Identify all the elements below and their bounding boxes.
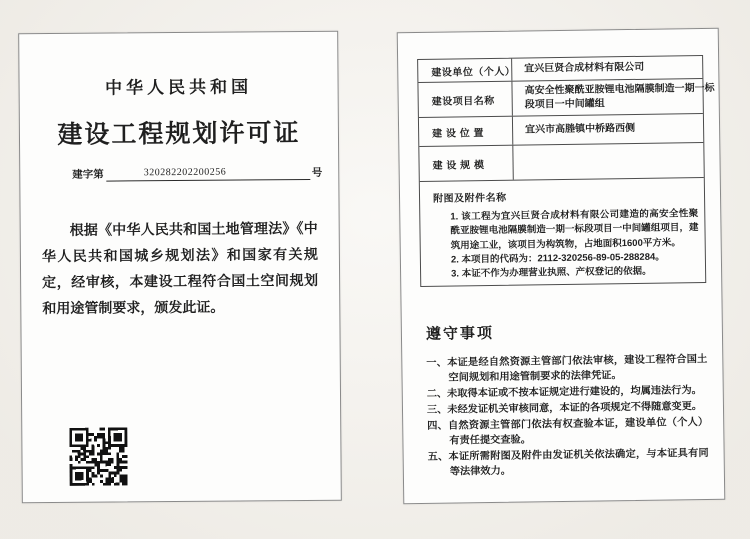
field-label-project-name: 建设项目名称	[418, 82, 512, 117]
item-marker: 二、	[426, 388, 448, 400]
attachments-title: 附图及附件名称	[432, 192, 507, 205]
certificate-title: 建设工程规划许可证	[57, 119, 301, 149]
item-text: 未经发证机关审核同意，本证的各项规定不得随意变更。	[447, 400, 703, 416]
field-value-location: 宜兴市高塍镇中桥路西侧	[525, 122, 636, 136]
compliance-title: 遵守事项	[425, 324, 495, 343]
issuance-statement: 根据《中华人民共和国土地管理法》《中华人民共和国城乡规划法》和国家有关规定，经审核，本建设工程符合国土空间规划和用途管制要求，颁发此证。	[41, 219, 319, 316]
item-text: 自然资源主管部门依法有权查验本证，建设单位（个人）有责任提交查验。	[447, 416, 709, 447]
field-label-unit: 建设单位（个人）	[418, 59, 512, 82]
license-number-value: 320282202200256	[106, 165, 310, 182]
table-row	[418, 79, 715, 118]
compliance-item	[427, 416, 708, 450]
table-row	[419, 143, 703, 182]
field-value-project-name: 高安全性聚酰亚胺锂电池隔膜制造一期一标段项目一中间罐组	[524, 82, 715, 111]
item-text: 本证是经自然资源主管部门依法审核，建设工程符合国土空间规划和用途管制要求的法律凭证。	[447, 353, 708, 384]
qr-code	[69, 427, 127, 485]
license-number-suffix: 号	[311, 166, 323, 179]
field-label-location: 建 设 位 置	[419, 117, 513, 146]
field-value-scale	[513, 143, 703, 180]
attachments-list	[450, 207, 699, 282]
license-number-line	[20, 165, 338, 182]
attachment-item: 3. 本证不作为办理营业执照、产权登记的依据。	[451, 265, 652, 280]
field-value-unit: 宜兴巨贤合成材料有限公司	[524, 61, 645, 75]
compliance-item	[426, 353, 707, 387]
permit-cover-page	[18, 31, 342, 503]
item-text: 本证所需附图及附件由发证机关依法确定，与本证具有同等法律效力。	[448, 447, 709, 478]
license-number-prefix: 建字第	[72, 168, 104, 181]
item-text: 未取得本证或不按本证规定进行建设的，均属违法行为。	[447, 385, 702, 400]
permit-info-table	[417, 55, 715, 287]
item-marker: 一、	[426, 357, 448, 369]
table-row	[419, 114, 703, 147]
country-title: 中华人民共和国	[105, 77, 253, 98]
permit-detail-page	[397, 28, 726, 504]
compliance-item	[428, 447, 709, 481]
attachments-section	[420, 178, 705, 286]
item-marker: 四、	[427, 420, 449, 432]
compliance-list	[426, 353, 709, 482]
item-marker: 五、	[427, 451, 449, 463]
attachment-item: 1. 该工程为宜兴巨贤合成材料有限公司建造的高安全性聚酰亚胺锂电池隔膜制造一期一标段项目一中间罐组项目，建筑用途工业，该项目为构筑物，占地面积1600平方米。	[450, 208, 699, 252]
attachment-item: 2. 本项目的代码为：2112-320256-89-05-288284。	[450, 251, 665, 266]
item-marker: 三、	[426, 404, 448, 416]
field-label-scale: 建 设 规 模	[419, 146, 513, 181]
